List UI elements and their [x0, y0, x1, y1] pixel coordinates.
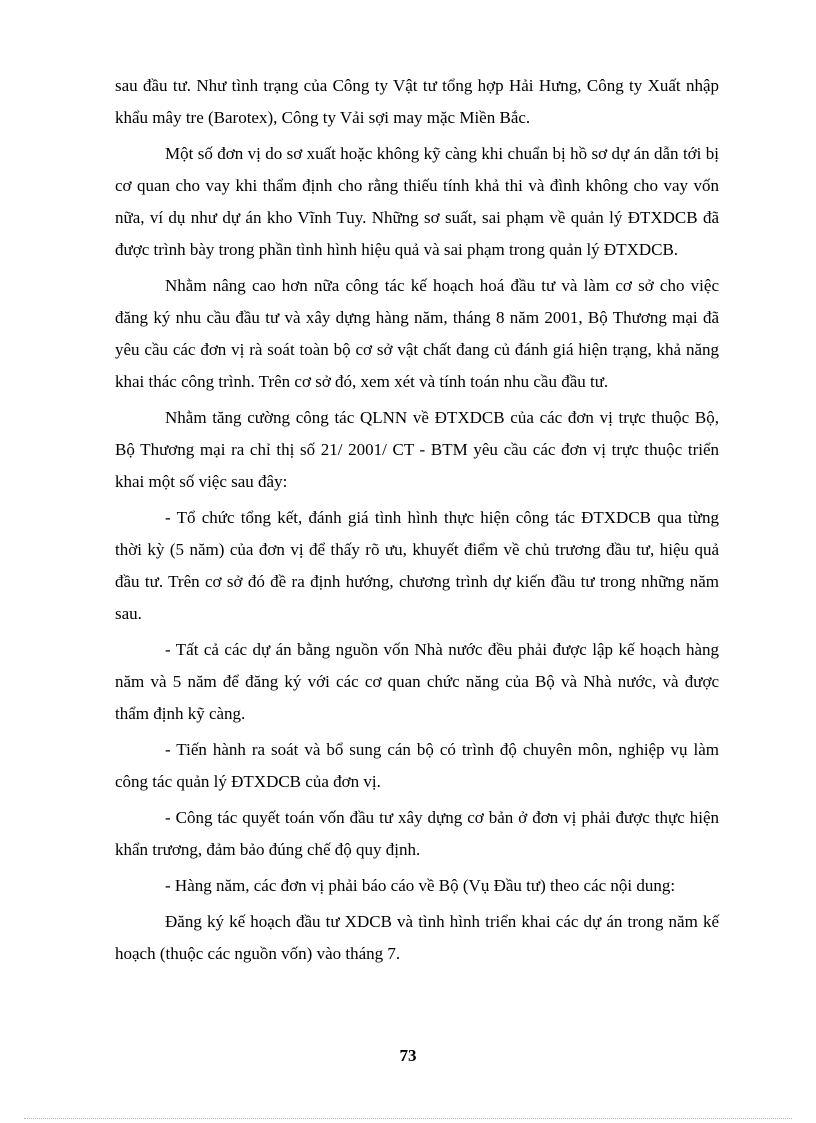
page-border [24, 1118, 792, 1119]
list-item-5: - Hàng năm, các đơn vị phải báo cáo về Bộ (Vụ Đầu tư) theo các nội dung: [165, 876, 676, 895]
list-item-1: - Tổ chức tổng kết, đánh giá tình hình thực hiện công tác ĐTXDCB qua từng thời kỳ (5 năm) của đơn vị để thấy rõ ưu, khuyết điểm về chủ trương đầu tư, hiệu quả đầu tư. Trên cơ sở đó đề ra định hướng, chương trình dự kiến đầu tư trong những năm sau. [115, 508, 719, 623]
list-item-4: - Công tác quyết toán vốn đầu tư xây dựng cơ bản ở đơn vị phải được thực hiện khẩn trương, đảm bảo đúng chế độ quy định. [115, 808, 719, 859]
list-item-2: - Tất cả các dự án bằng nguồn vốn Nhà nước đều phải được lập kế hoạch hàng năm và 5 năm để đăng ký với các cơ quan chức năng của Bộ và Nhà nước, và được thẩm định kỹ càng. [115, 640, 719, 723]
document-body [115, 70, 719, 974]
paragraph-3: Nhằm nâng cao hơn nữa công tác kế hoạch hoá đầu tư và làm cơ sở cho việc đăng ký nhu cầu đầu tư và xây dựng hàng năm, tháng 8 năm 2001, Bộ Thương mại đã yêu cầu các đơn vị rà soát toàn bộ cơ sở vật chất đang củ đánh giá hiện trạng, khả năng khai thác công trình. Trên cơ sở đó, xem xét và tính toán nhu cầu đầu tư. [115, 276, 719, 391]
page-number: 73 [399, 1046, 417, 1065]
paragraph-4: Nhằm tăng cường công tác QLNN về ĐTXDCB của các đơn vị trực thuộc Bộ, Bộ Thương mại ra chỉ thị số 21/ 2001/ CT - BTM yêu cầu các đơn vị trực thuộc triển khai một số việc sau đây: [115, 408, 719, 491]
list-item-3: - Tiến hành ra soát và bổ sung cán bộ có trình độ chuyên môn, nghiệp vụ làm công tác quản lý ĐTXDCB của đơn vị. [115, 740, 719, 791]
paragraph-5: Đăng ký kế hoạch đầu tư XDCB và tình hình triển khai các dự án trong năm kế hoạch (thuộc các nguồn vốn) vào tháng 7. [115, 912, 719, 963]
paragraph-1: sau đầu tư. Như tình trạng của Công ty Vật tư tổng hợp Hải Hưng, Công ty Xuất nhập khẩu mây tre (Barotex), Công ty Vải sợi may mặc Miền Bắc. [115, 76, 719, 127]
paragraph-2: Một số đơn vị do sơ xuất hoặc không kỹ càng khi chuẩn bị hồ sơ dự án dẫn tới bị cơ quan cho vay khi thẩm định cho rằng thiếu tính khả thi và đình không cho vay vốn nữa, ví dụ như dự án kho Vĩnh Tuy. Những sơ suất, sai phạm về quản lý ĐTXDCB đã được trình bày trong phần tình hình hiệu quả và sai phạm trong quản lý ĐTXDCB. [115, 144, 719, 259]
